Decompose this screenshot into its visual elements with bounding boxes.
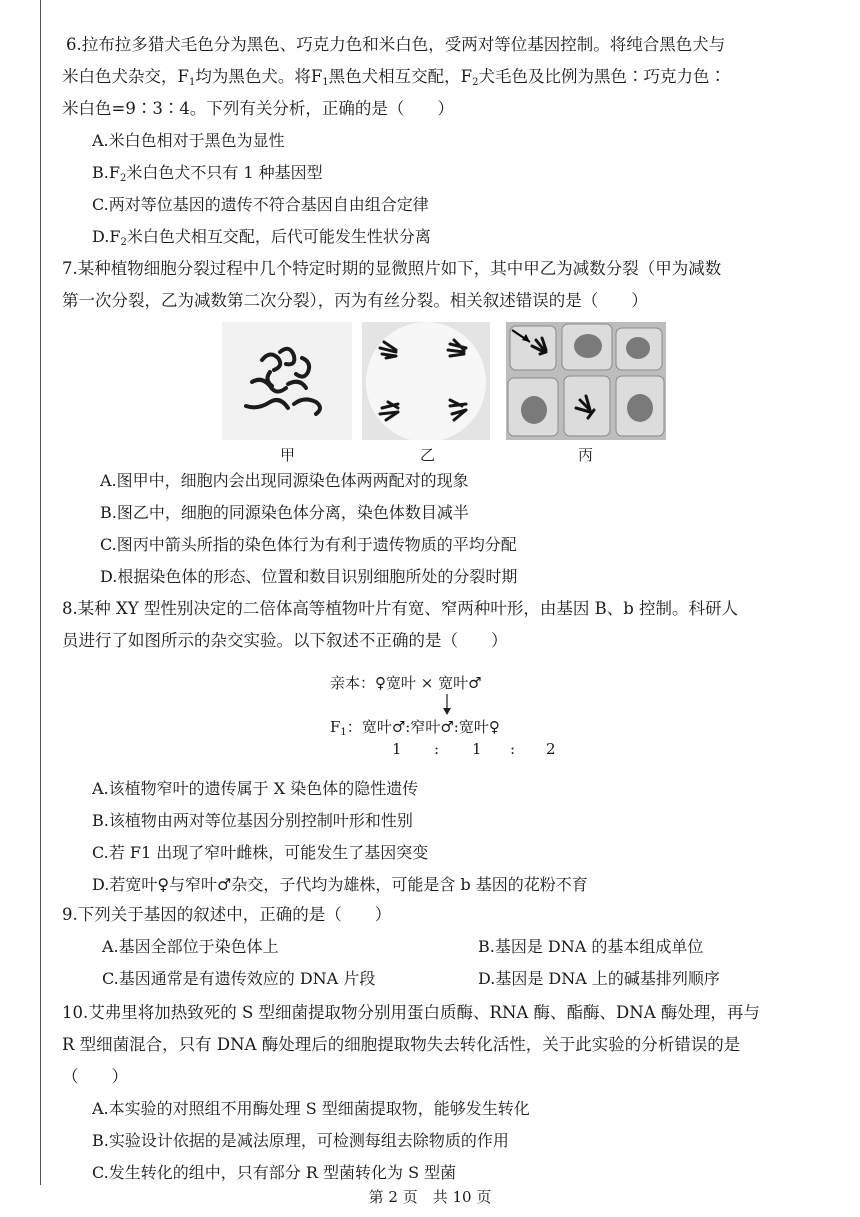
q6-option-d-a: D.F <box>92 227 121 246</box>
q6-line2-c: 黑色犬相互交配，F <box>328 67 473 86</box>
cross-diagram <box>330 664 590 764</box>
f1-sep-1: : <box>405 718 411 736</box>
f1-row <box>330 716 500 737</box>
f1-sub: 1 <box>340 727 347 738</box>
f1-wide-male: 宽叶♂ <box>361 718 406 736</box>
q10-option-b: B.实验设计依据的是减法原理，可检测每组去除物质的作用 <box>92 1131 509 1150</box>
q10-line3: （ ） <box>62 1067 128 1086</box>
f1-wide-female: 宽叶♀ <box>458 718 500 736</box>
f1-narrow-male: 窄叶♂ <box>410 718 454 736</box>
ratio-sep-1: : <box>434 740 440 758</box>
cross-symbol: × <box>420 674 434 692</box>
q6-option-b <box>92 162 323 184</box>
q6-option-b-a: B.F <box>92 163 120 182</box>
q6-option-c: C.两对等位基因的遗传不符合基因自由组合定律 <box>92 195 429 214</box>
ratio-3: 2 <box>546 740 556 758</box>
q7-option-d: D.根据染色体的形态、位置和数目识别细胞所处的分裂时期 <box>100 567 518 586</box>
q10-option-a: A.本实验的对照组不用酶处理 S 型细菌提取物，能够发生转化 <box>92 1099 530 1118</box>
parent-label: 亲本： <box>330 674 376 692</box>
q10-line2: R 型细菌混合，只有 DNA 酶处理后的细胞提取物失去转化活性，关于此实验的分析错误的是 <box>62 1035 741 1054</box>
q6-line2-b: 均为黑色犬。将F <box>195 67 323 86</box>
q6-line2-sub3: 2 <box>472 77 479 88</box>
q8-option-b: B.该植物由两对等位基因分别控制叶形和性别 <box>92 811 413 830</box>
q8-line2: 员进行了如图所示的杂交实验。以下叙述不正确的是（ ） <box>62 631 508 650</box>
q8-option-a: A.该植物窄叶的遗传属于 X 染色体的隐性遗传 <box>92 779 419 798</box>
margin-line <box>40 0 41 1185</box>
q10-option-c: C.发生转化的组中，只有部分 R 型菌转化为 S 型菌 <box>92 1163 457 1182</box>
q9-option-d: D.基因是 DNA 上的碱基排列顺序 <box>478 969 720 988</box>
q7-option-a: A.图甲中，细胞内会出现同源染色体两两配对的现象 <box>100 471 469 490</box>
q6-option-b-sub: 2 <box>119 173 127 184</box>
q8-option-c: C.若 F1 出现了窄叶雌株，可能发生了基因突变 <box>92 843 429 862</box>
ratio-2: 1 <box>472 740 482 758</box>
micrograph-yi <box>362 322 490 440</box>
f1-sep-2: : <box>453 718 459 736</box>
parent-male: 宽叶♂ <box>438 674 482 692</box>
q8-option-d: D.若宽叶♀与窄叶♂杂交，子代均为雄株，可能是含 b 基因的花粉不育 <box>92 875 588 894</box>
q9-line1: 9.下列关于基因的叙述中，正确的是（ ） <box>62 905 392 924</box>
parent-row <box>330 672 482 693</box>
ratio-1: 1 <box>392 740 402 758</box>
q6-line1: 6.拉布拉多猎犬毛色分为黑色、巧克力色和米白色，受两对等位基因控制。将纯合黑色犬与 <box>66 35 726 54</box>
micrograph-jia <box>222 322 352 440</box>
q10-line1: 10.艾弗里将加热致死的 S 型细菌提取物分别用蛋白质酶、RNA 酶、酯酶、DNA 酶处理，再与 <box>62 1003 760 1022</box>
q7-line1: 7.某种植物细胞分裂过程中几个特定时期的显微照片如下，其中甲乙为减数分裂（甲为减数 <box>62 259 722 278</box>
q6-line2-sub2: 1 <box>322 77 329 88</box>
q6-option-d-b: 米白色犬相互交配，后代可能发生性状分离 <box>126 227 431 246</box>
q9-option-a: A.基因全部位于染色体上 <box>102 937 279 956</box>
q6-option-d-sub: 2 <box>120 237 127 248</box>
parent-female: ♀宽叶 <box>375 674 416 692</box>
q7-option-c: C.图丙中箭头所指的染色体行为有利于遗传物质的平均分配 <box>100 535 517 554</box>
caption-yi: 乙 <box>420 446 436 464</box>
q6-option-a: A.米白色相对于黑色为显性 <box>92 131 285 150</box>
q7-option-b: B.图乙中，细胞的同源染色体分离，染色体数目减半 <box>100 503 469 522</box>
f1-label: F <box>330 718 341 736</box>
q8-line1: 8.某种 XY 型性别决定的二倍体高等植物叶片有宽、窄两种叶形，由基因 B、b 控制。科研人 <box>62 599 739 618</box>
q6-line2 <box>62 66 726 88</box>
caption-bing: 丙 <box>578 446 594 464</box>
q6-line3: 米白色=9∶3∶4。下列有关分析，正确的是（ ） <box>62 99 454 118</box>
q6-line2-d: 犬毛色及比例为黑色∶巧克力色∶ <box>478 67 726 86</box>
page-footer: 第 2 页 共 10 页 <box>368 1188 492 1206</box>
q9-option-c: C.基因通常是有遗传效应的 DNA 片段 <box>102 969 376 988</box>
q6-line2-a: 米白色犬杂交，F <box>62 67 189 86</box>
f1-colon: ： <box>346 718 362 736</box>
q9-option-b: B.基因是 DNA 的基本组成单位 <box>478 937 704 956</box>
q6-option-b-b: 米白色犬不只有 1 种基因型 <box>126 163 323 182</box>
down-arrow <box>442 694 452 716</box>
q7-line2: 第一次分裂，乙为减数第二次分裂），丙为有丝分裂。相关叙述错误的是（ ） <box>62 291 648 310</box>
caption-jia: 甲 <box>280 446 296 464</box>
q6-line2-sub: 1 <box>188 77 196 88</box>
ratio-sep-2: : <box>510 740 516 758</box>
q6-option-d <box>92 226 431 248</box>
micrograph-bing <box>506 322 666 440</box>
